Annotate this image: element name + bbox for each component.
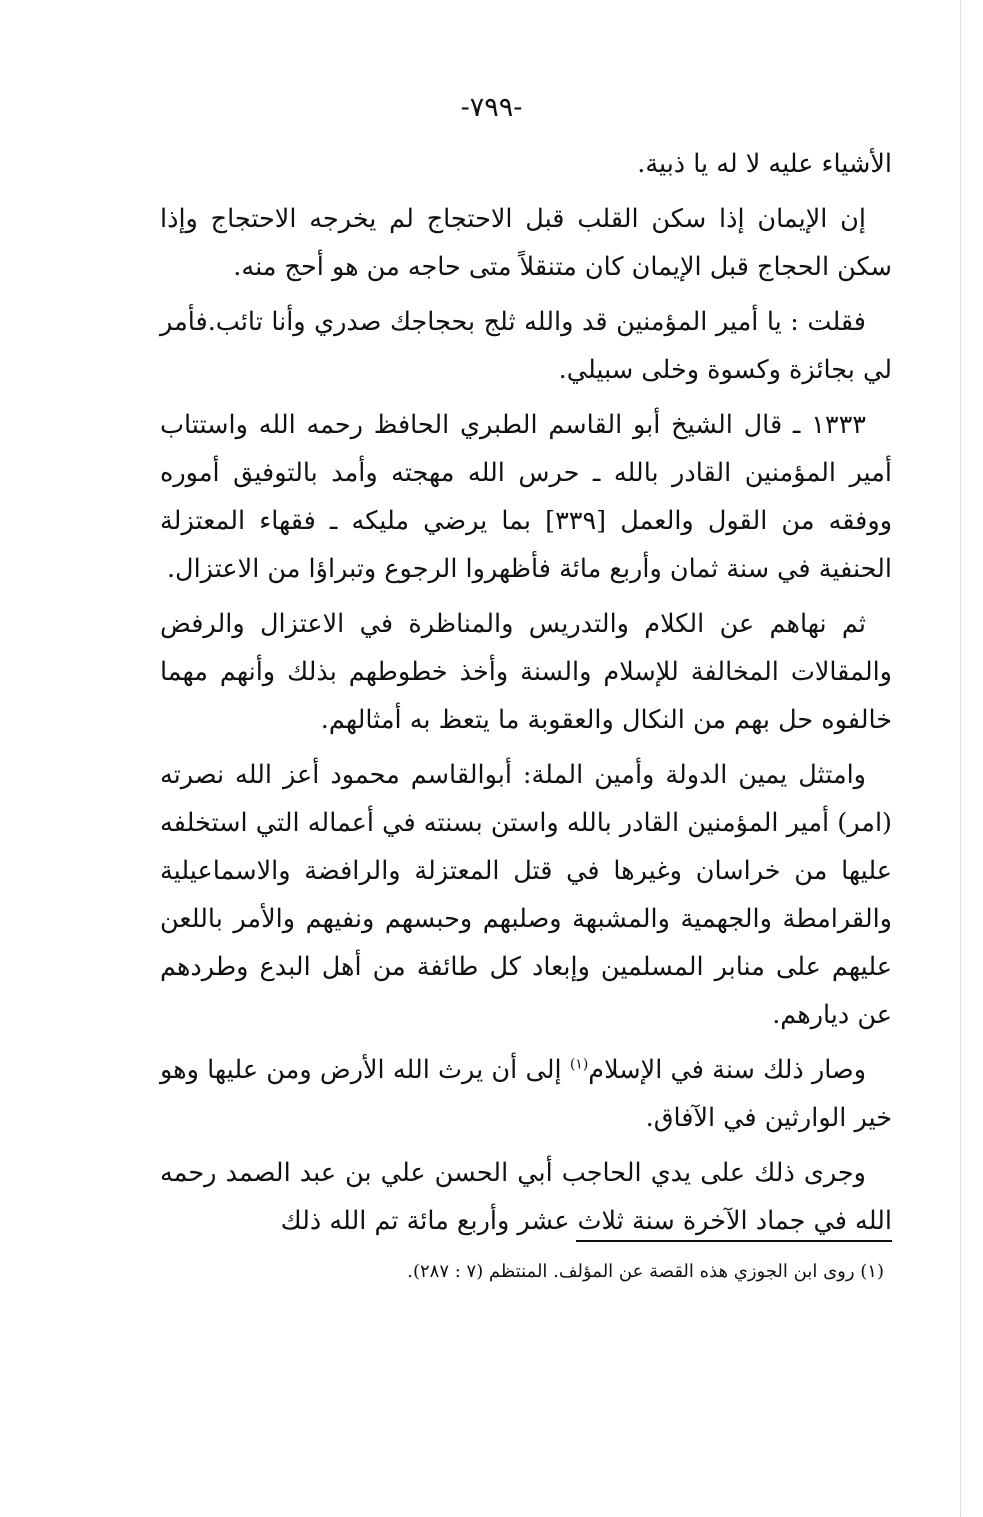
paragraph-with-footnote-mark	[160, 1046, 892, 1142]
footnote-reference-mark[interactable]: (١)	[569, 1056, 589, 1073]
paragraph: فقلت : يا أمير المؤمنين قد والله ثلج بحجاجك صدري وأنا تائب.فأمر لي بجائزة وكسوة وخلى سبيلي.	[160, 307, 892, 385]
paragraph: إن الإيمان إذا سكن القلب قبل الاحتجاج لم يخرجه الاحتجاج وإذا سكن الحجاج قبل الإيمان كان متنقلاً متى حاجه من هو أحج منه.	[160, 204, 892, 282]
paragraph-numbered-1333: ١٣٣٣ ـ قال الشيخ أبو القاسم الطبري الحافظ رحمه الله واستتاب أمير المؤمنين القادر بالله ـ حرس الله مهجته وأمد بالتوفيق أموره ووفقه من القول والعمل [٣٣٩] بما يرضي مليكه ـ فقهاء المعتزلة الحنفية في سنة ثمان وأربع مائة فأظهروا الرجوع وتبراؤا من الاعتزال.	[160, 410, 893, 584]
scan-edge-line	[960, 0, 961, 1517]
paragraph: وامتثل يمين الدولة وأمين الملة: أبوالقاسم محمود أعز الله نصرته (امر) أمير المؤمنين القادر بالله واستن بسنته في أعماله التي استخلفه عليها من خراسان وغيرها في قتل المعتزلة والرافضة والاسماعيلية والقرامطة والجهمية والمشبهة وصلبهم وحبسهم ونفيهم والأمر باللعن عليهم على منابر المسلمين وإبعاد كل طائفة من أهل البدع وطردهم عن ديارهم.	[160, 760, 892, 1030]
paragraph-continuation: الأشياء عليه لا له يا ذبية.	[637, 149, 892, 179]
main-text	[160, 140, 892, 1252]
paragraph: ثم نهاهم عن الكلام والتدريس والمناظرة في الاعتزال والرفض والمقالات المخالفة للإسلام والسنة وأخذ خطوطهم بذلك وأنهم مهما خالفوه حل بهم من النكال والعقوبة ما يتعظ به أمثالهم.	[160, 609, 892, 735]
footnote: (١) روى ابن الجوزي هذه القصة عن المؤلف. المنتظم (٧ : ٢٨٧).	[407, 1261, 884, 1282]
paragraph-text-after-mark: إلى أن يرث الله الأرض ومن عليها وهو خير الوارثين في الآفاق.	[160, 1055, 892, 1133]
paragraph-text-before-mark: وصار ذلك سنة في الإسلام	[588, 1055, 867, 1085]
page-number: -٧٩٩-	[460, 92, 523, 123]
paragraph: وجرى ذلك على يدي الحاجب أبي الحسن علي بن عبد الصمد رحمه الله في جماد الآخرة سنة ثلاث عشر وأربع مائة تم الله ذلك	[160, 1158, 892, 1236]
footnote-separator	[576, 1240, 892, 1242]
